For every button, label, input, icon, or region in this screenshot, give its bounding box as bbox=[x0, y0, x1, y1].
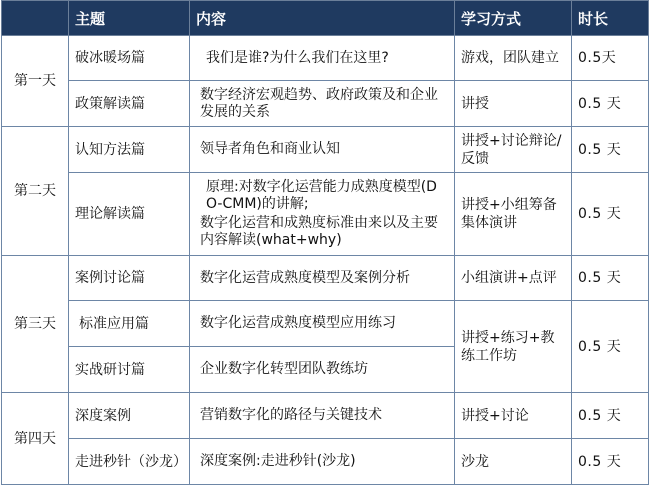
table-row bbox=[2, 439, 649, 485]
header-content: 内容 bbox=[190, 1, 455, 36]
method-cell: 讲授+练习+教练工作坊 bbox=[455, 301, 572, 393]
table-row bbox=[2, 301, 649, 347]
content-text-line-1: 原理:对数字化运营能力成熟度模型(DO-CMM)的讲解; bbox=[206, 179, 437, 212]
method-cell: 小组演讲+点评 bbox=[455, 256, 572, 301]
header-duration: 时长 bbox=[572, 1, 649, 36]
header-day bbox=[2, 1, 69, 36]
topic-cell: 理论解读篇 bbox=[69, 173, 190, 256]
duration-cell: 0.5 天 bbox=[572, 301, 649, 393]
day-label: 第二天 bbox=[2, 127, 69, 256]
content-cell bbox=[190, 256, 455, 301]
content-cell bbox=[190, 127, 455, 173]
content-text: 领导者角色和商业认知 bbox=[200, 141, 340, 157]
topic-cell: 政策解读篇 bbox=[69, 81, 190, 127]
duration-cell: 0.5 天 bbox=[572, 173, 649, 256]
table-row bbox=[2, 36, 649, 81]
duration-cell: 0.5天 bbox=[572, 36, 649, 81]
content-text: 深度案例:走进秒针(沙龙) bbox=[200, 453, 356, 469]
table-header-row bbox=[2, 1, 649, 36]
content-text: 企业数字化转型团队教练坊 bbox=[200, 361, 368, 377]
duration-cell: 0.5 天 bbox=[572, 256, 649, 301]
table-row bbox=[2, 127, 649, 173]
method-cell: 沙龙 bbox=[455, 439, 572, 485]
training-schedule-table bbox=[1, 0, 649, 485]
content-cell bbox=[190, 439, 455, 485]
duration-cell: 0.5 天 bbox=[572, 127, 649, 173]
method-cell: 讲授+讨论辩论/反馈 bbox=[455, 127, 572, 173]
table-row bbox=[2, 256, 649, 301]
header-topic: 主题 bbox=[69, 1, 190, 36]
topic-cell: 走进秒针（沙龙） bbox=[69, 439, 190, 485]
table-row bbox=[2, 393, 649, 439]
duration-cell: 0.5 天 bbox=[572, 439, 649, 485]
day-label: 第四天 bbox=[2, 393, 69, 485]
duration-cell: 0.5 天 bbox=[572, 393, 649, 439]
header-method: 学习方式 bbox=[455, 1, 572, 36]
content-cell bbox=[190, 173, 455, 256]
content-cell bbox=[190, 347, 455, 393]
content-text: 数字化运营成熟度模型应用练习 bbox=[200, 315, 396, 331]
day-label: 第三天 bbox=[2, 256, 69, 393]
topic-cell: 标准应用篇 bbox=[69, 301, 190, 347]
content-text: 数字化运营成熟度模型及案例分析 bbox=[200, 269, 410, 286]
duration-cell: 0.5 天 bbox=[572, 81, 649, 127]
topic-cell: 实战研讨篇 bbox=[69, 347, 190, 393]
content-cell bbox=[190, 393, 455, 439]
topic-cell: 案例讨论篇 bbox=[69, 256, 190, 301]
topic-cell: 深度案例 bbox=[69, 393, 190, 439]
content-text: 我们是谁?为什么我们在这里? bbox=[206, 49, 389, 66]
topic-cell: 破冰暖场篇 bbox=[69, 36, 190, 81]
table-row bbox=[2, 81, 649, 127]
content-cell bbox=[190, 81, 455, 127]
day-label: 第一天 bbox=[2, 36, 69, 127]
content-cell bbox=[190, 36, 455, 81]
topic-cell: 认知方法篇 bbox=[69, 127, 190, 173]
method-cell: 讲授+讨论 bbox=[455, 393, 572, 439]
content-text-line-2: 数字化运营和成熟度标准由来以及主要内容解读(what+why) bbox=[200, 215, 438, 248]
table-row bbox=[2, 173, 649, 256]
method-cell: 游戏，团队建立 bbox=[455, 36, 572, 81]
content-text: 营销数字化的路径与关键技术 bbox=[200, 407, 382, 423]
method-cell: 讲授+小组筹备集体演讲 bbox=[455, 173, 572, 256]
method-cell: 讲授 bbox=[455, 81, 572, 127]
content-text: 数字经济宏观趋势、政府政策及和企业发展的关系 bbox=[200, 86, 438, 120]
content-cell bbox=[190, 301, 455, 347]
